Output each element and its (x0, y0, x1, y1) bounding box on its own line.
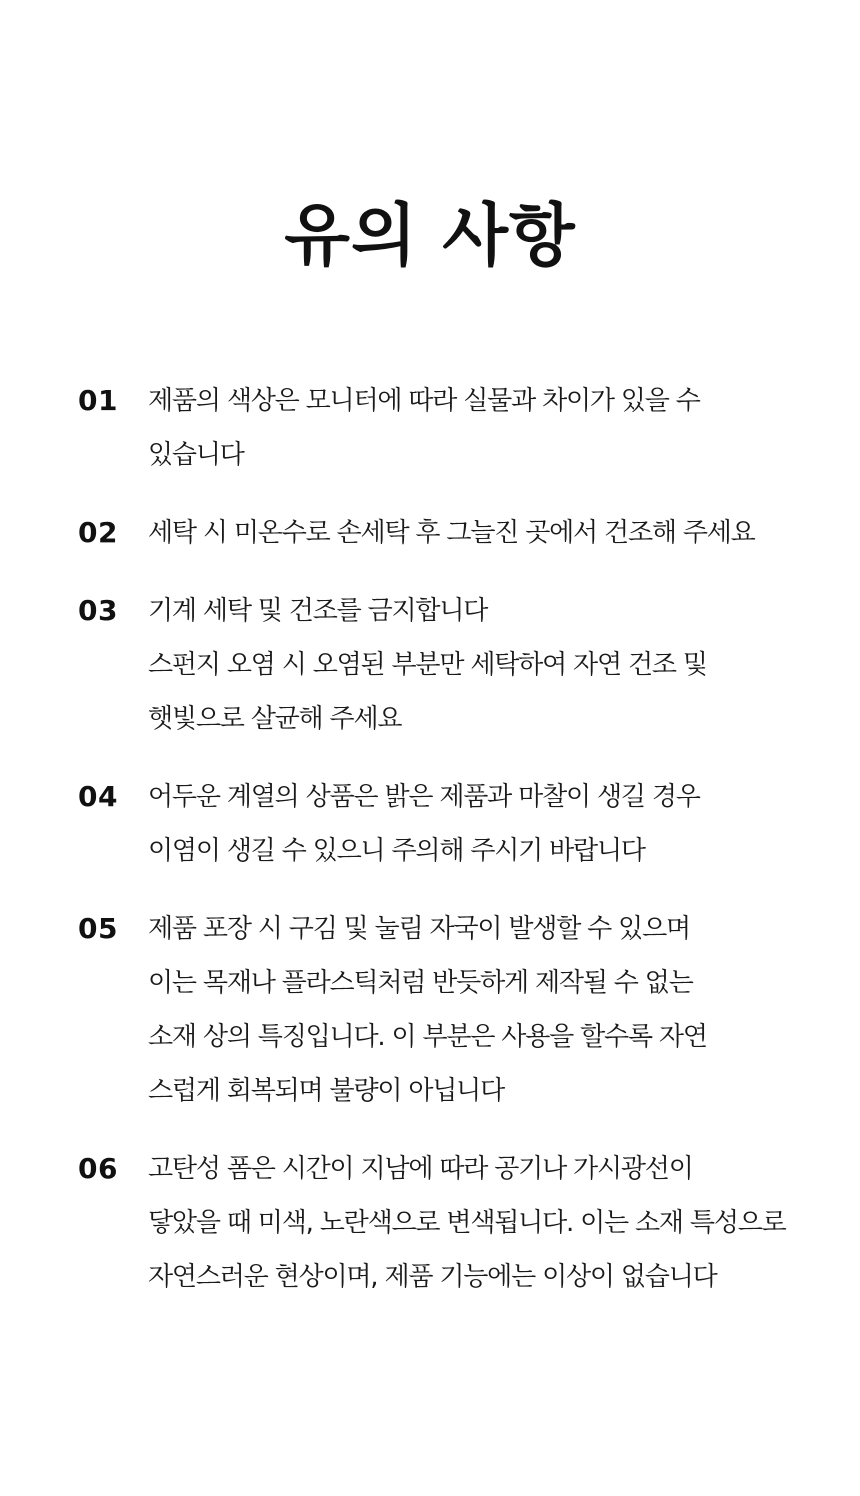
notice-number: 05 (78, 912, 118, 945)
notice-body (148, 584, 818, 746)
notice-line: 닿았을 때 미색, 노란색으로 변색됩니다. 이는 소재 특성으로 (148, 1208, 786, 1238)
notice-item-01 (78, 374, 818, 482)
notice-body (148, 374, 818, 482)
notice-item-04 (78, 770, 818, 878)
notice-line: 햇빛으로 살균해 주세요 (148, 704, 402, 734)
notice-body (148, 1142, 818, 1304)
notice-line: 이는 목재나 플라스틱처럼 반듯하게 제작될 수 없는 (148, 968, 693, 998)
notice-line: 스럽게 회복되며 불량이 아닙니다 (148, 1076, 505, 1106)
notice-line: 어두운 계열의 상품은 밝은 제품과 마찰이 생길 경우 (148, 782, 700, 812)
notice-list (78, 374, 818, 1328)
notice-line: 세탁 시 미온수로 손세탁 후 그늘진 곳에서 건조해 주세요 (148, 518, 755, 548)
notice-line: 이염이 생길 수 있으니 주의해 주시기 바랍니다 (148, 836, 645, 866)
notice-line: 스펀지 오염 시 오염된 부분만 세탁하여 자연 건조 및 (148, 650, 707, 680)
notice-line: 고탄성 폼은 시간이 지남에 따라 공기나 가시광선이 (148, 1154, 693, 1184)
notice-body (148, 506, 818, 560)
notice-line: 있습니다 (148, 440, 244, 470)
notice-number: 06 (78, 1152, 118, 1185)
notice-number: 04 (78, 780, 118, 813)
notice-number: 01 (78, 384, 118, 417)
notice-line: 자연스러운 현상이며, 제품 기능에는 이상이 없습니다 (148, 1262, 717, 1292)
notice-item-03 (78, 584, 818, 746)
page-title: 유의 사항 (284, 197, 576, 276)
notice-number: 02 (78, 516, 118, 549)
notice-body (148, 902, 818, 1118)
notice-line: 제품 포장 시 구김 및 눌림 자국이 발생할 수 있으며 (148, 914, 690, 944)
notice-line: 소재 상의 특징입니다. 이 부분은 사용을 할수록 자연 (148, 1022, 707, 1052)
notice-body (148, 770, 818, 878)
notice-line: 제품의 색상은 모니터에 따라 실물과 차이가 있을 수 (148, 386, 700, 416)
notice-item-05 (78, 902, 818, 1118)
notice-line: 기계 세탁 및 건조를 금지합니다 (148, 596, 488, 626)
notice-item-06 (78, 1142, 818, 1304)
notice-number: 03 (78, 594, 118, 627)
notice-item-02 (78, 506, 818, 560)
